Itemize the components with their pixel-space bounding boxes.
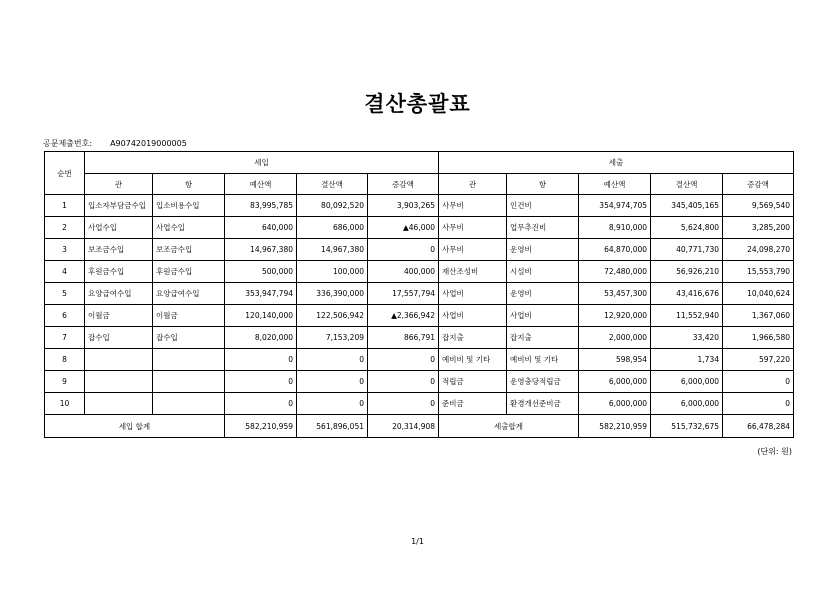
cell-expense-settled: 56,926,210: [651, 261, 723, 283]
cell-income-gwan: 잡수입: [85, 327, 153, 349]
cell-seq: 6: [45, 305, 85, 327]
cell-expense-settled: 33,420: [651, 327, 723, 349]
cell-income-budget: 0: [225, 393, 297, 415]
cell-expense-diff: 0: [723, 393, 794, 415]
cell-expense-budget: 72,480,000: [579, 261, 651, 283]
cell-expense-diff: 15,553,790: [723, 261, 794, 283]
cell-expense-budget: 64,870,000: [579, 239, 651, 261]
cell-expense-settled: 43,416,676: [651, 283, 723, 305]
header-row-top: [45, 152, 794, 174]
cell-income-hang: 요양급여수입: [153, 283, 225, 305]
cell-income-settled: 0: [297, 349, 368, 371]
cell-income-gwan: 보조금수입: [85, 239, 153, 261]
cell-income-gwan: [85, 371, 153, 393]
cell-expense-diff: 10,040,624: [723, 283, 794, 305]
expense-total-settled: 515,732,675: [651, 415, 723, 438]
cell-expense-diff: 24,098,270: [723, 239, 794, 261]
header-seq: 순번: [45, 152, 85, 195]
cell-expense-gwan: 사업비: [439, 305, 507, 327]
cell-income-settled: 14,967,380: [297, 239, 368, 261]
cell-income-settled: 336,390,000: [297, 283, 368, 305]
cell-income-budget: 0: [225, 371, 297, 393]
expense-total-label: 세출합계: [439, 415, 579, 438]
cell-income-diff: 0: [368, 239, 439, 261]
cell-expense-budget: 354,974,705: [579, 195, 651, 217]
cell-expense-settled: 1,734: [651, 349, 723, 371]
cell-expense-gwan: 재산조성비: [439, 261, 507, 283]
cell-income-gwan: [85, 349, 153, 371]
cell-income-diff: 0: [368, 393, 439, 415]
unit-note: (단위: 원): [757, 447, 792, 456]
cell-expense-hang: 운영비: [507, 283, 579, 305]
income-total-budget: 582,210,959: [225, 415, 297, 438]
totals-row: [45, 415, 794, 438]
income-total-label: 세입 합계: [45, 415, 225, 438]
page-number: 1/1: [411, 537, 424, 546]
cell-expense-gwan: 잡지출: [439, 327, 507, 349]
cell-expense-diff: 597,220: [723, 349, 794, 371]
cell-income-settled: 100,000: [297, 261, 368, 283]
header-ex-diff: 증감액: [723, 174, 794, 195]
cell-income-budget: 0: [225, 349, 297, 371]
cell-income-diff: 400,000: [368, 261, 439, 283]
cell-expense-budget: 6,000,000: [579, 393, 651, 415]
cell-expense-diff: 0: [723, 371, 794, 393]
cell-expense-gwan: 사무비: [439, 217, 507, 239]
table-row: [45, 393, 794, 415]
header-income: 세입: [85, 152, 439, 174]
cell-income-settled: 7,153,209: [297, 327, 368, 349]
cell-expense-budget: 53,457,300: [579, 283, 651, 305]
doc-number-label: 공문제출번호:: [43, 139, 93, 148]
cell-seq: 3: [45, 239, 85, 261]
cell-income-gwan: 입소자부담금수입: [85, 195, 153, 217]
cell-income-hang: 사업수입: [153, 217, 225, 239]
cell-income-gwan: 요양급여수입: [85, 283, 153, 305]
header-in-hang: 항: [153, 174, 225, 195]
cell-expense-settled: 11,552,940: [651, 305, 723, 327]
cell-expense-hang: 예비비 및 기타: [507, 349, 579, 371]
header-in-settle: 결산액: [297, 174, 368, 195]
header-in-gwan: 관: [85, 174, 153, 195]
cell-expense-gwan: 사무비: [439, 195, 507, 217]
cell-income-gwan: 후원금수입: [85, 261, 153, 283]
cell-income-hang: 후원금수입: [153, 261, 225, 283]
header-row-columns: [45, 174, 794, 195]
cell-seq: 1: [45, 195, 85, 217]
header-ex-hang: 항: [507, 174, 579, 195]
table-row: [45, 349, 794, 371]
cell-seq: 2: [45, 217, 85, 239]
cell-expense-hang: 운영비: [507, 239, 579, 261]
table-row: [45, 283, 794, 305]
cell-income-budget: 14,967,380: [225, 239, 297, 261]
cell-seq: 4: [45, 261, 85, 283]
cell-expense-diff: 1,367,060: [723, 305, 794, 327]
cell-income-budget: 83,995,785: [225, 195, 297, 217]
cell-expense-gwan: 사업비: [439, 283, 507, 305]
header-in-budget: 예산액: [225, 174, 297, 195]
cell-expense-gwan: 사무비: [439, 239, 507, 261]
cell-expense-budget: 8,910,000: [579, 217, 651, 239]
cell-income-settled: 122,506,942: [297, 305, 368, 327]
table-row: [45, 371, 794, 393]
page-title: 결산총괄표: [364, 92, 471, 116]
cell-income-settled: 80,092,520: [297, 195, 368, 217]
cell-expense-diff: 9,569,540: [723, 195, 794, 217]
cell-expense-budget: 6,000,000: [579, 371, 651, 393]
cell-expense-hang: 잡지출: [507, 327, 579, 349]
cell-seq: 8: [45, 349, 85, 371]
cell-income-budget: 120,140,000: [225, 305, 297, 327]
header-in-diff: 증감액: [368, 174, 439, 195]
doc-number-value: A90742019000005: [110, 139, 187, 148]
header-ex-gwan: 관: [439, 174, 507, 195]
cell-income-hang: 입소비용수입: [153, 195, 225, 217]
expense-total-diff: 66,478,284: [723, 415, 794, 438]
cell-income-diff: ▲46,000: [368, 217, 439, 239]
cell-seq: 5: [45, 283, 85, 305]
cell-income-hang: [153, 393, 225, 415]
table-row: [45, 217, 794, 239]
cell-income-gwan: 사업수입: [85, 217, 153, 239]
cell-expense-hang: 운영충당적립금: [507, 371, 579, 393]
cell-expense-settled: 5,624,800: [651, 217, 723, 239]
cell-income-hang: 이월금: [153, 305, 225, 327]
cell-expense-diff: 3,285,200: [723, 217, 794, 239]
cell-income-diff: 0: [368, 371, 439, 393]
cell-expense-gwan: 예비비 및 기타: [439, 349, 507, 371]
cell-income-hang: [153, 371, 225, 393]
header-expense: 세출: [439, 152, 794, 174]
income-total-diff: 20,314,908: [368, 415, 439, 438]
cell-expense-budget: 598,954: [579, 349, 651, 371]
cell-income-settled: 0: [297, 393, 368, 415]
cell-expense-hang: 시설비: [507, 261, 579, 283]
cell-income-budget: 640,000: [225, 217, 297, 239]
cell-expense-gwan: 준비금: [439, 393, 507, 415]
table-row: [45, 327, 794, 349]
cell-income-hang: 보조금수입: [153, 239, 225, 261]
cell-income-gwan: [85, 393, 153, 415]
settlement-summary-table: [44, 151, 794, 438]
cell-expense-diff: 1,966,580: [723, 327, 794, 349]
table-row: [45, 239, 794, 261]
cell-expense-settled: 6,000,000: [651, 393, 723, 415]
cell-income-diff: ▲2,366,942: [368, 305, 439, 327]
cell-income-hang: 잡수입: [153, 327, 225, 349]
cell-income-diff: 17,557,794: [368, 283, 439, 305]
cell-income-diff: 3,903,265: [368, 195, 439, 217]
cell-income-hang: [153, 349, 225, 371]
cell-income-diff: 866,791: [368, 327, 439, 349]
header-ex-settle: 결산액: [651, 174, 723, 195]
cell-income-settled: 0: [297, 371, 368, 393]
cell-seq: 9: [45, 371, 85, 393]
cell-expense-settled: 6,000,000: [651, 371, 723, 393]
cell-expense-settled: 345,405,165: [651, 195, 723, 217]
cell-expense-hang: 환경개선준비금: [507, 393, 579, 415]
cell-income-gwan: 이월금: [85, 305, 153, 327]
cell-income-diff: 0: [368, 349, 439, 371]
cell-expense-hang: 인건비: [507, 195, 579, 217]
table-row: [45, 305, 794, 327]
cell-expense-budget: 12,920,000: [579, 305, 651, 327]
cell-expense-gwan: 적립금: [439, 371, 507, 393]
table-row: [45, 261, 794, 283]
cell-income-budget: 353,947,794: [225, 283, 297, 305]
cell-seq: 7: [45, 327, 85, 349]
cell-income-settled: 686,000: [297, 217, 368, 239]
cell-income-budget: 8,020,000: [225, 327, 297, 349]
cell-income-budget: 500,000: [225, 261, 297, 283]
header-ex-budget: 예산액: [579, 174, 651, 195]
expense-total-budget: 582,210,959: [579, 415, 651, 438]
table-row: [45, 195, 794, 217]
cell-expense-settled: 40,771,730: [651, 239, 723, 261]
cell-expense-budget: 2,000,000: [579, 327, 651, 349]
cell-expense-hang: 업무추진비: [507, 217, 579, 239]
cell-expense-hang: 사업비: [507, 305, 579, 327]
cell-seq: 10: [45, 393, 85, 415]
doc-number-line: [43, 138, 205, 149]
income-total-settled: 561,896,051: [297, 415, 368, 438]
